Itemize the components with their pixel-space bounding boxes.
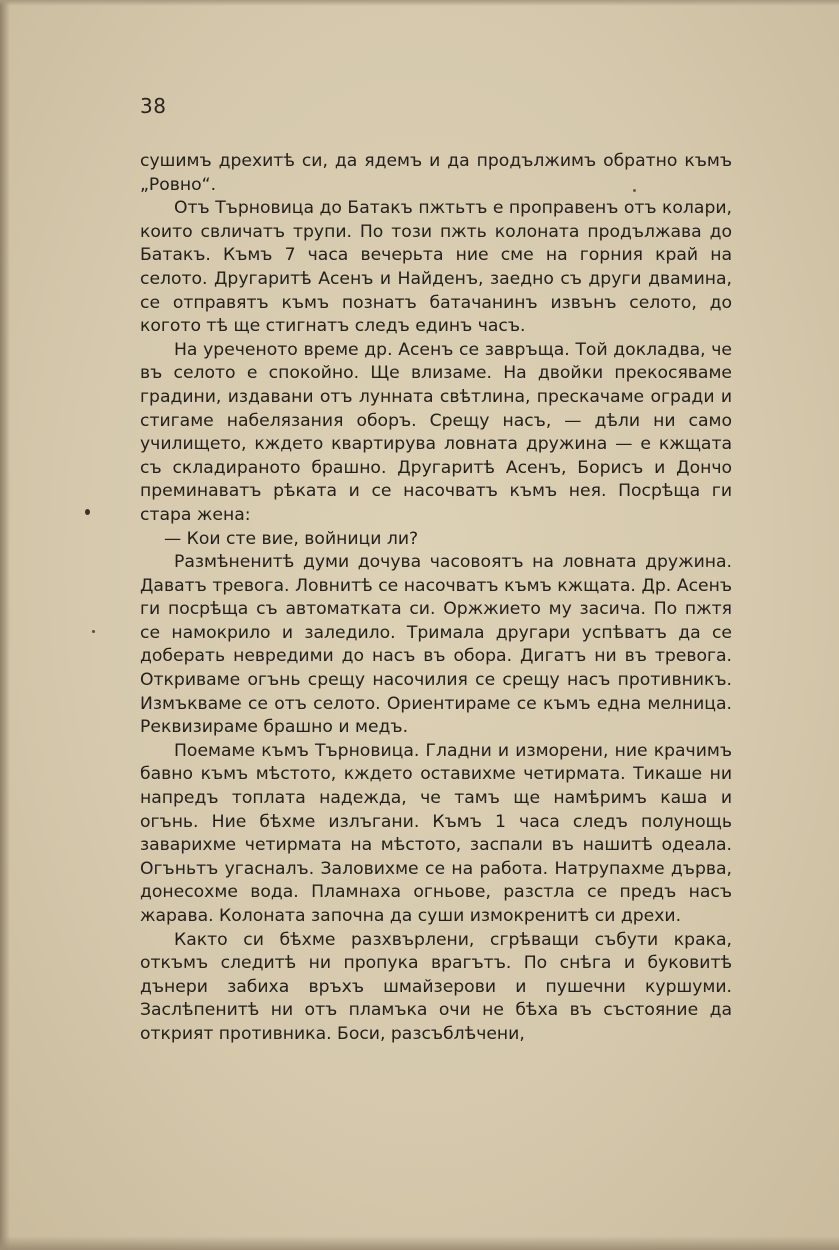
paragraph-6: Както си бѣхме разхвърлени, сгрѣващи събути крака, откъмъ следитѣ ни пропука врагътъ. По снѣга и буковитѣ дънери забиха връхъ шмайзерови и пушечни куршуми. Заслѣпенитѣ ни отъ пламъка очи не бѣха въ състояние да открият противника. Боси, разсъблѣчени, xyxy=(140,929,732,1044)
paragraph-3: На уреченото време др. Асенъ се завръща. Той докладва, че въ селото е спокойно. Ще влизаме. На двойки прекосяваме градини, издавани отъ лунната свѣтлина, прескачаме огради и стигаме набелязания оборъ. Срещу насъ, — дѣли ни само училището, кждето квартирува ловната дружина — е кжщата съ складираното брашно. Другаритѣ Асенъ, Борисъ и Дончо преминаватъ рѣката и се насочватъ къмъ нея. Посрѣща ги стара жена: xyxy=(140,339,732,525)
paragraph-5: Поемаме къмъ Търновица. Гладни и изморени, ние крачимъ бавно къмъ мѣстото, кждето оставихме четирмата. Тикаше ни напредъ топлата надежда, че тамъ ще намѣримъ каша и огънь. Ние бѣхме излъгани. Къмъ 1 часа следъ полунощь заварихме четирмата на мѣстото, заспали въ нашитѣ одеала. Огъньтъ угаснaлъ. Заловихме се на работа. Натрупахме дърва, донесохме вода. Пламнаха огньове, разстла се предъ насъ жарава. Колоната започна да суши измокренитѣ си дрехи. xyxy=(140,740,732,926)
paragraph-2: Отъ Търновица до Батакъ пжтьтъ е проправенъ отъ колари, които свличатъ трупи. По този пжть колоната продължава до Батакъ. Къмъ 7 часа вечерьта ние сме на горния край на селото. Другаритѣ Асенъ и Найденъ, заедно съ други двамина, се отправятъ къмъ познатъ батачанинъ извънъ селото, до когото тѣ ще стигнатъ следъ единъ часъ. xyxy=(140,198,732,337)
page-edge-shadow-bottom xyxy=(0,1236,839,1250)
page-edge-shadow-top xyxy=(0,0,839,6)
ink-speck xyxy=(85,509,90,515)
page-number: 38 xyxy=(140,94,167,118)
paragraph-4: Размѣненитѣ думи дочува часовоятъ на ловната дружина. Даватъ тревога. Ловнитѣ се насочватъ къмъ кжщата. Др. Асенъ ги посрѣща съ автоматката си. Оржжието му засича. По пжтя се намокрило и заледило. Трималa другари успѣватъ да се доберать невредими до насъ въ обора. Дигатъ ни въ тревога. Откриваме огънь срещу насочилия се срещу насъ противникъ. Измъкваме се отъ селото. Ориентираме се къмъ една мелница. Реквизираме брашно и медъ. xyxy=(140,552,732,738)
body-text xyxy=(140,150,732,1047)
paragraph-1: сушимъ дрехитѣ си, да ядемъ и да продължимъ обратно къмъ „Ровно“. xyxy=(140,151,732,195)
paragraph-dialogue: — Кои сте вие, войници ли? xyxy=(164,528,419,549)
ink-speck xyxy=(633,189,636,192)
ink-speck xyxy=(92,630,95,633)
page-edge-shadow-left xyxy=(0,0,10,1250)
